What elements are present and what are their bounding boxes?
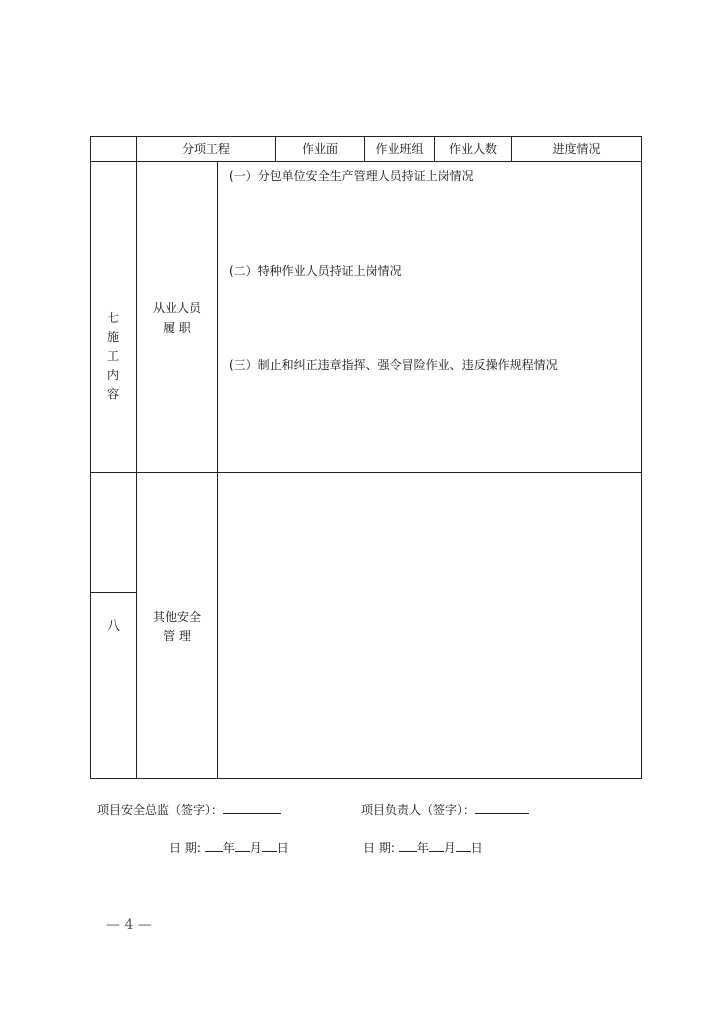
- section7-char: 七: [106, 311, 119, 325]
- section7-char: 施: [106, 330, 119, 344]
- date-label: 日 期:: [169, 841, 201, 855]
- supervisor-signature-label: 项目安全总监（签字）：: [97, 803, 224, 817]
- supervisor-signature: [97, 801, 281, 817]
- year-blank[interactable]: [205, 839, 223, 852]
- header-progress: 进度情况: [552, 142, 601, 156]
- supervisor-date: [169, 839, 289, 855]
- section7-char: 内: [106, 368, 119, 382]
- day-blank[interactable]: [456, 839, 471, 852]
- day-label: 日: [470, 841, 483, 855]
- year-label: 年: [416, 841, 429, 855]
- section7-item-2: (二）特种作业人员持证上岗情况: [229, 264, 402, 278]
- header-worker-count: 作业人数: [448, 142, 497, 156]
- page-number: — 4 —: [106, 917, 152, 933]
- header-row-divider: [90, 161, 642, 162]
- section8-label-line1: 其他安全: [152, 610, 201, 624]
- header-work-face: 作业面: [301, 142, 338, 156]
- manager-signature: [361, 801, 529, 817]
- month-blank[interactable]: [429, 839, 444, 852]
- column-divider-2: [217, 161, 218, 779]
- table-border-right: [641, 136, 642, 779]
- month-label: 月: [443, 841, 456, 855]
- manager-signature-blank[interactable]: [475, 801, 529, 814]
- table-border-left: [90, 136, 91, 779]
- year-label: 年: [222, 841, 235, 855]
- date-label: 日 期:: [363, 841, 395, 855]
- section-divider: [90, 472, 642, 473]
- section7-item-3: (三）制止和纠正违章指挥、强令冒险作业、违反操作规程情况: [229, 358, 558, 372]
- section8-number: 八: [106, 619, 120, 634]
- supervisor-signature-blank[interactable]: [223, 801, 281, 814]
- section7-char: 工: [106, 349, 119, 363]
- section7-char: 容: [106, 387, 119, 401]
- section8-number-divider: [90, 592, 136, 593]
- table-border-top: [90, 136, 642, 137]
- day-blank[interactable]: [262, 839, 277, 852]
- section7-item-1: (一）分包单位安全生产管理人员持证上岗情况: [229, 169, 474, 183]
- column-divider-1: [136, 136, 137, 779]
- section7-label-line2: 履 职: [163, 321, 191, 335]
- section7-label-line1: 从业人员: [152, 301, 201, 315]
- section8-label-line2: 管 理: [163, 629, 191, 643]
- header-item: 分项工程: [181, 142, 230, 156]
- header-work-team: 作业班组: [375, 142, 424, 156]
- manager-signature-label: 项目负责人（签字）：: [361, 803, 476, 817]
- month-blank[interactable]: [235, 839, 250, 852]
- manager-date: [363, 839, 483, 855]
- month-label: 月: [249, 841, 262, 855]
- table-border-bottom: [90, 778, 642, 779]
- section7-vertical-title: [103, 309, 123, 404]
- year-blank[interactable]: [399, 839, 417, 852]
- day-label: 日: [276, 841, 289, 855]
